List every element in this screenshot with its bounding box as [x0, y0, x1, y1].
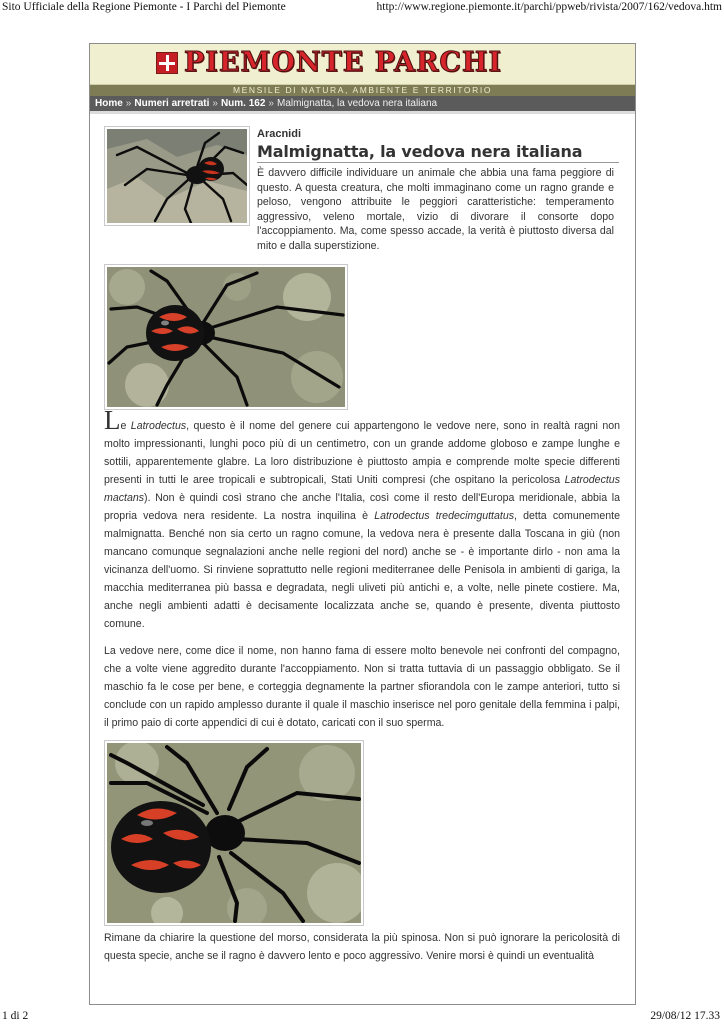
article-thumbnail: [104, 126, 250, 226]
breadcrumb-archive-link[interactable]: Numeri arretrati: [134, 98, 210, 109]
print-footer: [0, 1010, 724, 1024]
spider-thumbnail-image: [107, 129, 247, 223]
site-tagline: MENSILE DI NATURA, AMBIENTE E TERRITORIO: [90, 85, 635, 96]
spider-photo-2-image: [107, 743, 361, 923]
print-page-number: 1 di 2: [2, 1010, 29, 1022]
article-intro: È davvero difficile individuare un animale che abbia una fama peggiore di questo. A questa creatura, che molti immaginano come un ragno grande e peloso, vengono attribuite le peggiori caratteristiche: temperamento aggressivo, veleno mortale, vizio di divorare il consorte dopo l'accoppiamento. Ma, come spesso accade, la verità è piuttosto diversa dal mito e dalla superstizione.: [257, 167, 614, 252]
print-page-title: Sito Ufficiale della Regione Piemonte - I Parchi del Piemonte: [2, 1, 286, 13]
spider-photo-1-image: [107, 267, 345, 407]
print-datetime: 29/08/12 17.33: [650, 1010, 720, 1022]
breadcrumb-current: Malmignatta, la vedova nera italiana: [276, 98, 438, 109]
article-paragraph: La vedove nere, come dice il nome, non hanno fama di essere molto benevole nei confronti del compagno, che a volte viene aggredito durante l'accoppiamento. Non si tratta tuttavia di un passaggio obbligato. Se il maschio fa le cose per bene, e corteggia degnamente la partner sfiorandola con le zampe anteriori, tutto si conclude con un rapido amplesso durante il quale il maschio inserisce nel poro genitale della femmina i palpi, il primo paio di corte appendici di cui è dotato, caricati con il suo sperma.: [104, 645, 620, 729]
drop-cap: L: [104, 405, 121, 435]
article-paragraph: Rimane da chiarire la questione del morso, considerata la più spinosa. Non si può ignorare la pericolosità di questa specie, anche se il ragno è davvero lento e poco aggressivo. Venire morsi è quindi un eventualità: [104, 932, 620, 962]
paragraph-text: , questo è il nome del genere cui appartengono le vedove nere, sono in realtà ragni non molto impressionanti, lunghi poco più di un centimetro, con un grande addome globoso e zampe lunghe e sottili, apparentemente glabre. La loro distribuzione è piuttosto ampia e comprende molte specie differenti presenti in tutti le aree tropicali e subtropicali, Stati Uniti compresi (che ospitano la pericolosa: [104, 420, 620, 486]
species-name: Latrodectus tredecimguttatus: [374, 510, 515, 522]
masthead: [90, 44, 635, 85]
breadcrumb: [90, 96, 635, 114]
breadcrumb-separator: »: [125, 98, 132, 109]
paragraph-text: ). Non è quindi così strano che anche l'Italia, così come il resto dell'Europa meridionale, abbia la propria vedova nera residente. La nostra inquilina è: [104, 492, 620, 522]
paragraph-text: , detta comunemente malmignatta. Benché non sia certo un ragno comune, la vedova nera è presente dalla Toscana in giù (non mancano comunque segnalazioni anche nelle regioni del nord) anche se - è importante dirlo - non ama la vicinanza dell'uomo. Si rinviene soprattutto nelle regioni mediterranee delle Penisola in ambienti di gariga, la macchia mediterranea più bassa e degradata, negli uliveti più antichi e, a volte, nelle pinete costiere. Ma, anche negli ambienti adatti è decisamente localizzata anche se, quando è presente, diventa piuttosto comune.: [104, 510, 620, 630]
page-frame: [89, 43, 636, 1005]
article-paragraph: [104, 405, 620, 633]
article-kicker: Aracnidi: [257, 128, 302, 140]
breadcrumb-home-link[interactable]: Home: [95, 98, 123, 109]
print-page-url: http://www.regione.piemonte.it/parchi/ppweb/rivista/2007/162/vedova.htm: [376, 1, 722, 13]
piemonte-flag-icon: [156, 52, 178, 74]
breadcrumb-separator: »: [268, 98, 274, 109]
article-photo: [104, 740, 364, 926]
paragraph-text: e: [120, 420, 131, 432]
article-headline: Malmignatta, la vedova nera italiana: [257, 142, 619, 163]
species-name: Latrodectus mactans: [104, 474, 620, 504]
breadcrumb-issue-link[interactable]: Num. 162: [220, 98, 266, 109]
species-name: Latrodectus: [130, 420, 187, 432]
site-logo-text: PIEMONTE PARCHI: [184, 47, 503, 78]
breadcrumb-separator: »: [212, 98, 218, 109]
article-photo: [104, 264, 348, 410]
print-header: [0, 0, 724, 14]
